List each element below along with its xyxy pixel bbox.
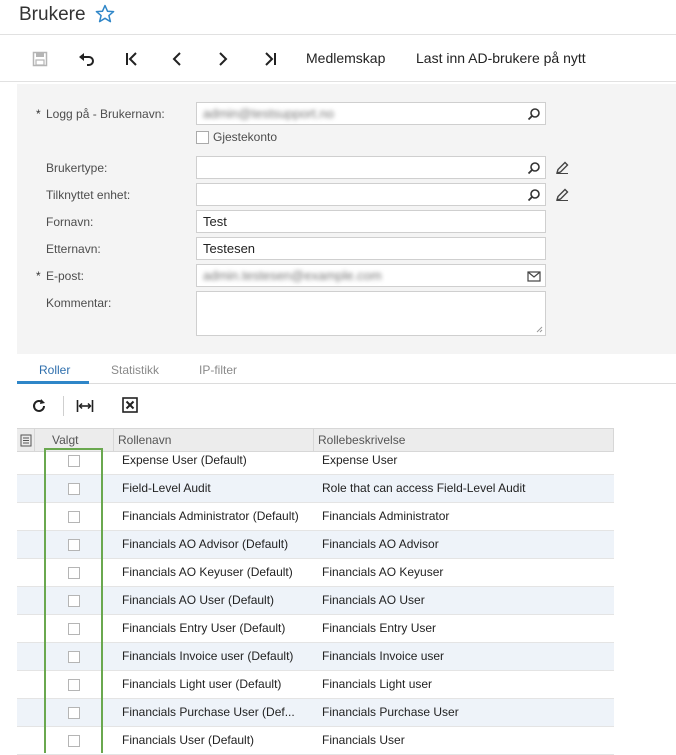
first-name-value: Test: [203, 214, 227, 229]
role-description-cell: Financials User: [322, 733, 405, 747]
fit-columns-icon[interactable]: [76, 398, 94, 414]
guest-account-checkbox[interactable]: [196, 131, 209, 144]
table-row[interactable]: [17, 447, 614, 475]
role-description-cell: Financials Administrator: [322, 509, 450, 523]
table-row[interactable]: [17, 531, 614, 559]
last-name-value: Testesen: [203, 241, 256, 256]
email-value: admin.testesen@example.com: [203, 268, 382, 283]
refresh-icon[interactable]: [31, 398, 47, 414]
comment-textarea[interactable]: [196, 291, 546, 336]
tab-bar: [17, 354, 676, 384]
table-row[interactable]: [17, 643, 614, 671]
table-row[interactable]: [17, 587, 614, 615]
title-bar: [0, 0, 676, 34]
login-value: admin@testsupport.no: [203, 106, 334, 121]
tab-statistics[interactable]: Statistikk: [111, 363, 160, 377]
guest-account-label: Gjestekonto: [213, 130, 278, 144]
role-description-cell: Financials AO Advisor: [322, 537, 439, 551]
column-header-role-description[interactable]: Rollebeskrivelse: [318, 433, 406, 447]
table-row[interactable]: [17, 559, 614, 587]
table-row[interactable]: [17, 475, 614, 503]
login-label: Logg på - Brukernavn:: [46, 107, 165, 121]
role-name-cell: Field-Level Audit: [122, 481, 211, 495]
role-description-cell: Financials Entry User: [322, 621, 437, 635]
user-type-label: Brukertype:: [46, 161, 108, 175]
resize-grip-icon[interactable]: [535, 325, 543, 333]
table-row[interactable]: [17, 699, 614, 727]
required-mark: *: [36, 269, 41, 283]
tab-ip-filter[interactable]: IP-filter: [199, 363, 238, 377]
reload-ad-users-button[interactable]: Last inn AD-brukere på nytt: [416, 50, 586, 66]
page-title: Brukere: [19, 4, 86, 25]
last-name-field[interactable]: [196, 237, 546, 260]
entity-field[interactable]: [196, 183, 546, 206]
role-description-cell: Financials Purchase User: [322, 705, 459, 719]
undo-icon[interactable]: [75, 47, 99, 71]
email-field[interactable]: [196, 264, 546, 287]
save-icon[interactable]: [28, 47, 52, 71]
first-name-field[interactable]: [196, 210, 546, 233]
export-excel-icon[interactable]: [122, 397, 138, 413]
edit-pencil-icon[interactable]: [555, 188, 569, 202]
role-name-cell: Financials Purchase User (Def...: [122, 705, 295, 719]
previous-record-icon[interactable]: [165, 47, 189, 71]
role-description-cell: Financials Invoice user: [322, 649, 445, 663]
role-description-cell: Role that can access Field-Level Audit: [322, 481, 526, 495]
role-name-cell: Financials Invoice user (Default): [122, 649, 294, 663]
role-name-cell: Financials Administrator (Default): [122, 509, 299, 523]
last-name-label: Etternavn:: [46, 242, 101, 256]
role-description-cell: Financials Light user: [322, 677, 433, 691]
table-row[interactable]: [17, 615, 614, 643]
role-name-cell: Financials Light user (Default): [122, 677, 282, 691]
grid-toolbar: [17, 384, 676, 428]
row-selector-icon[interactable]: [20, 434, 32, 447]
table-row[interactable]: [17, 671, 614, 699]
first-name-label: Fornavn:: [46, 215, 94, 229]
edit-pencil-icon[interactable]: [555, 161, 569, 175]
role-name-cell: Expense User (Default): [122, 453, 247, 467]
column-header-role-name[interactable]: Rollenavn: [118, 433, 172, 447]
role-description-cell: Expense User: [322, 453, 398, 467]
last-record-icon[interactable]: [258, 47, 282, 71]
toolbar-divider: [63, 396, 64, 416]
search-icon[interactable]: [527, 161, 541, 175]
membership-button[interactable]: Medlemskap: [306, 50, 386, 66]
role-name-cell: Financials AO User (Default): [122, 593, 275, 607]
login-field[interactable]: [196, 102, 546, 125]
role-name-cell: Financials AO Keyuser (Default): [122, 565, 293, 579]
next-record-icon[interactable]: [211, 47, 235, 71]
role-name-cell: Financials User (Default): [122, 733, 255, 747]
entity-label: Tilknyttet enhet:: [46, 188, 131, 202]
role-name-cell: Financials Entry User (Default): [122, 621, 286, 635]
search-icon[interactable]: [527, 188, 541, 202]
first-record-icon[interactable]: [120, 47, 144, 71]
tab-roles[interactable]: Roller: [39, 363, 71, 377]
toolbar: [0, 34, 676, 82]
selected-column-highlight: [44, 448, 103, 753]
column-header-selected[interactable]: Valgt: [52, 433, 79, 447]
role-description-cell: Financials AO Keyuser: [322, 565, 444, 579]
user-type-field[interactable]: [196, 156, 546, 179]
role-name-cell: Financials AO Advisor (Default): [122, 537, 289, 551]
required-mark: *: [36, 107, 41, 121]
favorite-star-icon[interactable]: [95, 4, 115, 24]
email-label: E-post:: [46, 269, 85, 283]
table-row[interactable]: [17, 503, 614, 531]
comment-label: Kommentar:: [46, 296, 112, 310]
search-icon[interactable]: [527, 107, 541, 121]
table-row[interactable]: [17, 727, 614, 755]
role-description-cell: Financials AO User: [322, 593, 425, 607]
mail-icon[interactable]: [527, 269, 541, 283]
